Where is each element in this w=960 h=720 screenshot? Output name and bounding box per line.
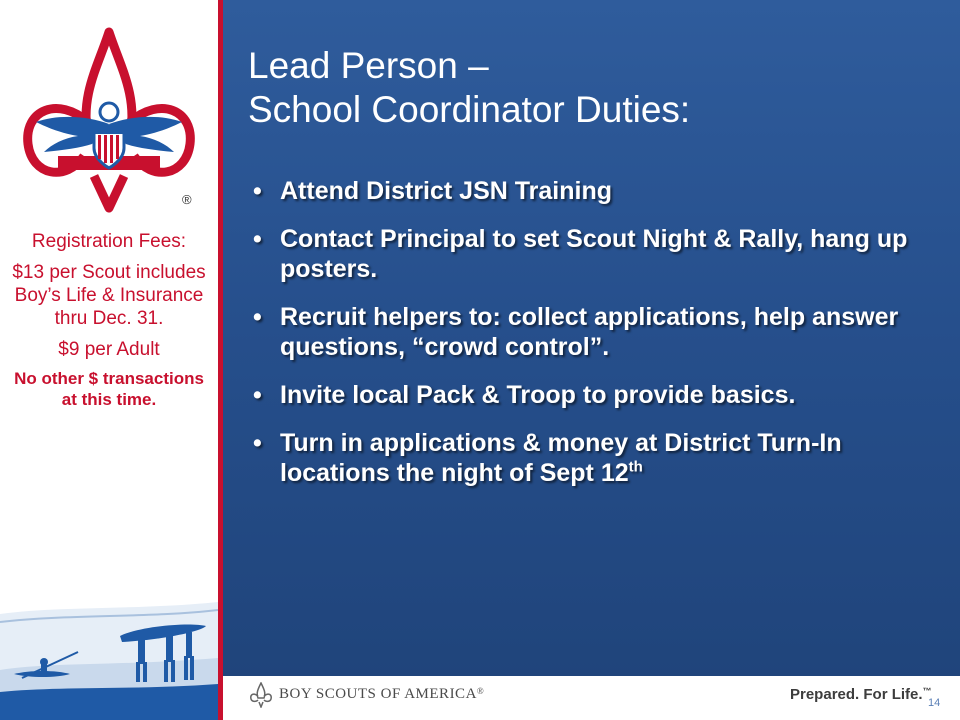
fees-title: Registration Fees: <box>31 231 187 252</box>
list-item-text: Contact Principal to set Scout Night & Rally, hang up posters. <box>280 225 908 283</box>
registered-mark: ® <box>182 192 192 207</box>
list-item <box>245 224 945 284</box>
footer-tagline <box>790 686 932 703</box>
bullet-icon: • <box>253 177 262 205</box>
fee-adult: $9 per Adult <box>58 339 160 360</box>
tagline-tm: ™ <box>922 686 932 696</box>
list-item <box>245 176 945 206</box>
slide-title <box>248 44 948 132</box>
bsa-fleur-de-lis-logo <box>18 26 200 216</box>
slide-title-line-1: Lead Person – <box>248 45 489 86</box>
sidebar <box>0 0 218 720</box>
org-trademark: ® <box>476 686 485 696</box>
bullet-icon: • <box>253 303 262 331</box>
list-item-text: Recruit helpers to: collect applications, help answer questions, “crowd control”. <box>280 303 899 361</box>
list-item-text: Turn in applications & money at District Turn-In locations the night of Sept 12 <box>280 429 842 487</box>
list-item <box>245 302 945 362</box>
org-name-text: BOY SCOUTS OF AMERICA <box>279 686 477 702</box>
bullet-icon: • <box>253 225 262 253</box>
list-item-text: Invite local Pack & Troop to provide basics. <box>280 381 796 409</box>
fee-note: No other $ transactions at this time. <box>14 369 204 409</box>
list-item <box>245 380 945 410</box>
footer-org-name <box>279 686 484 703</box>
main-panel <box>223 0 960 720</box>
superscript-th: th <box>628 458 643 476</box>
list-item-text: Attend District JSN Training <box>280 177 612 205</box>
fee-scout: $13 per Scout includes Boy’s Life & Insurance thru Dec. 31. <box>12 262 206 329</box>
bullet-icon: • <box>253 381 262 409</box>
registration-fees-box <box>6 230 212 410</box>
bsa-small-fleur-icon <box>250 682 272 708</box>
tagline-text: Prepared. For Life. <box>790 686 923 703</box>
canoe-portage-illustration <box>0 600 218 720</box>
duties-list <box>245 176 945 506</box>
bullet-icon: • <box>253 429 262 457</box>
page-number: 14 <box>928 697 941 709</box>
list-item <box>245 428 945 488</box>
slide-title-line-2: School Coordinator Duties: <box>248 89 691 130</box>
